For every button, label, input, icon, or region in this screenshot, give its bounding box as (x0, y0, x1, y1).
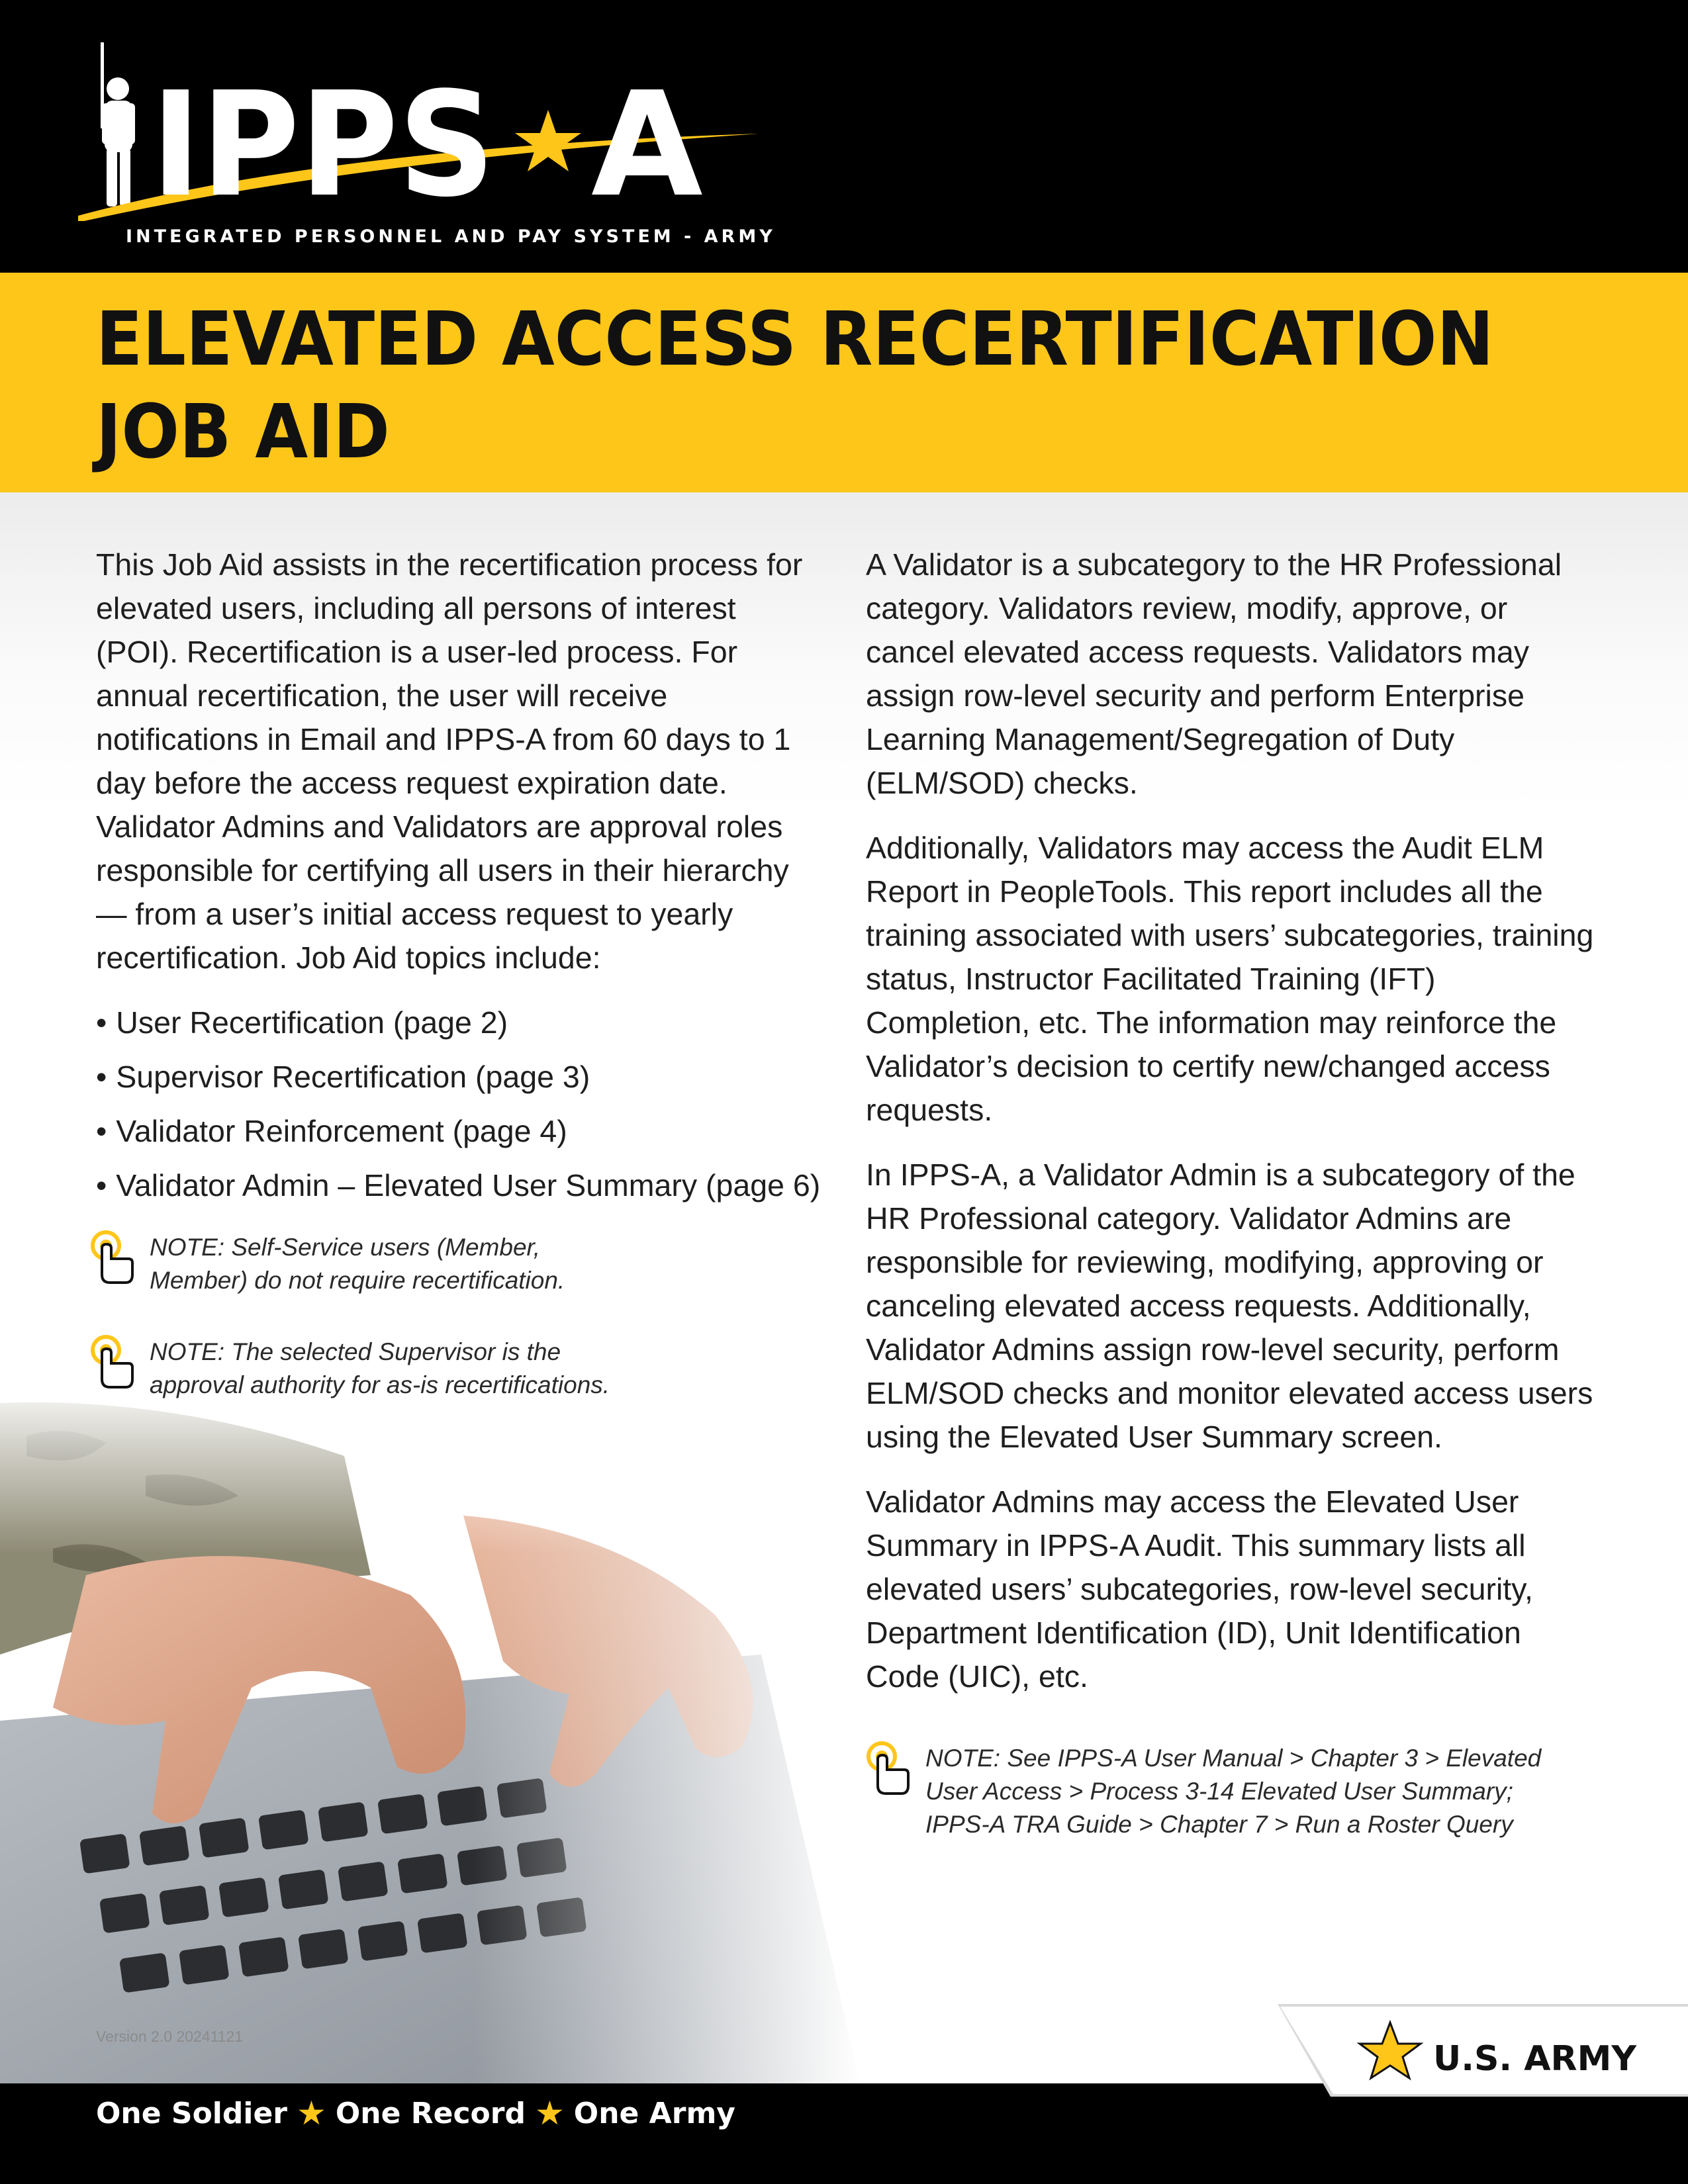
us-army-logo (1258, 2004, 1688, 2184)
logo-subtitle: INTEGRATED PERSONNEL AND PAY SYSTEM - ARMY (126, 226, 776, 247)
validator-admin-paragraph: In IPPS-A, a Validator Admin is a subcategory of the HR Professional category. Validator Admins are responsible for reviewing, modifying, approving or canceling elevated access requests. Additionally, Validator Admins assign row-level security, perform ELM/SOD checks and monitor elevated access users using the Elevated User Summary screen. (866, 1158, 1593, 1454)
typing-hands-photo (0, 1377, 861, 2085)
note-user-manual (861, 1742, 1575, 1841)
slogan-part: One Soldier (96, 2096, 288, 2130)
left-column (96, 543, 821, 1218)
validator-paragraph: A Validator is a subcategory to the HR Professional category. Validators review, modify, approve, or cancel elevated access requests. Validators may assign row-level security and perform Enterprise Learning Management/Segregation of Duty (ELM/SOD) checks. (866, 547, 1562, 800)
note-self-service (85, 1231, 601, 1297)
note-supervisor (85, 1336, 614, 1402)
pointing-hand-icon (85, 1333, 138, 1392)
list-item: • Validator Reinforcement (page 4) (96, 1109, 821, 1153)
topics-list (96, 1001, 821, 1207)
intro-paragraph: This Job Aid assists in the recertification process for elevated users, including all persons of interest (POI). Recertification is a user-led process. For annual recertification, the user will receive notifications in Email and IPPS-A from 60 days to 1 day before the access request expiration date. Validator Admins and Validators are approval roles responsible for certifying all users in their hierarchy — from a user’s initial access request to yearly recertification. Job Aid topics include: (96, 547, 803, 975)
logo-text-ipps: IPPS (151, 62, 495, 221)
page-title-line-2: JOB AID (96, 389, 390, 475)
audit-elm-paragraph: Additionally, Validators may access the Audit ELM Report in PeopleTools. This report includes all the training associated with users’ subcategories, training status, Instructor Facilitated Training (IFT) Completion, etc. The information may reinforce the Validator’s decision to certify new/changed access requests. (866, 831, 1594, 1127)
soldier-icon (101, 42, 135, 206)
note-text: NOTE: See IPPS-A User Manual > Chapter 3 > Elevated User Access > Process 3-14 Elevated User Summary; IPPS-A TRA Guide > Chapter 7 > Run a Roster Query (925, 1745, 1542, 1838)
list-item: • User Recertification (page 2) (96, 1001, 821, 1044)
list-item: • Validator Admin – Elevated User Summary (page 6) (96, 1163, 821, 1207)
version-label: Version 2.0 20241121 (96, 2028, 244, 2045)
page-header (0, 0, 1688, 273)
slogan-part: One Army (573, 2096, 735, 2130)
note-text: NOTE: Self-Service users (Member, Member) do not require recertification. (150, 1234, 565, 1294)
logo-star-icon (515, 110, 581, 171)
star-icon: ★ (297, 2094, 326, 2132)
elevated-user-summary-paragraph: Validator Admins may access the Elevated User Summary in IPPS-A Audit. This summary lists all elevated users’ subcategories, row-level security, Department Identification (ID), Unit Identification Code (UIC), etc. (866, 1484, 1533, 1694)
footer-slogan (96, 2093, 735, 2134)
page-title: ELEVATED ACCESS RECERTIFICATION (96, 296, 1494, 383)
logo-text-a: A (591, 62, 703, 221)
pointing-hand-icon (85, 1228, 138, 1288)
right-column (866, 543, 1594, 1719)
slogan-part: One Record (335, 2096, 526, 2130)
star-icon: ★ (534, 2094, 565, 2132)
ipps-a-logo (78, 42, 780, 221)
army-logo-text: U.S. ARMY (1433, 2039, 1636, 2079)
note-text: NOTE: The selected Supervisor is the approval authority for as-is recertifications. (150, 1338, 610, 1398)
pointing-hand-icon (861, 1739, 914, 1799)
list-item: • Supervisor Recertification (page 3) (96, 1055, 821, 1099)
